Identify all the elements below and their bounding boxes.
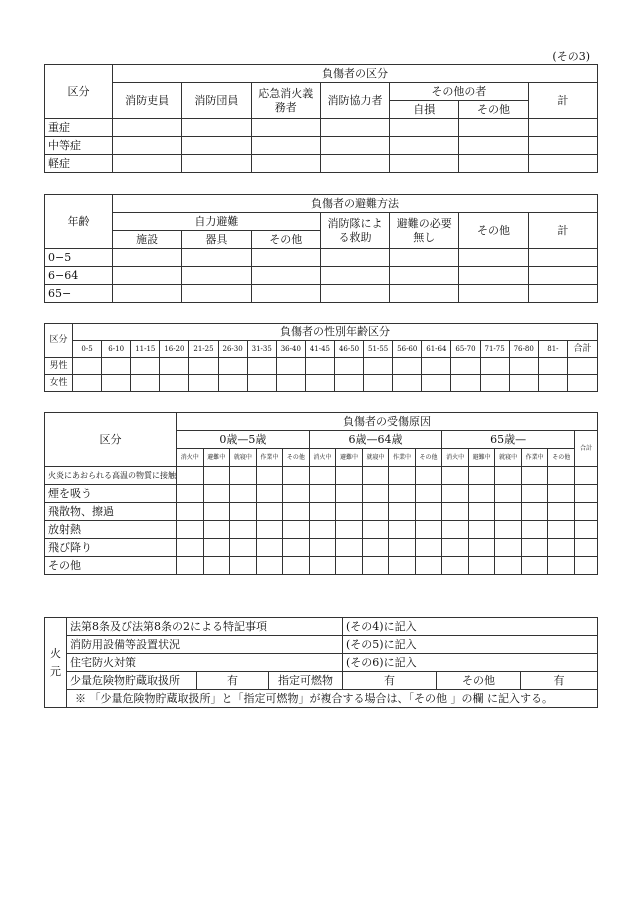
total-col: 合計 [568,341,598,358]
age-col: 41-45 [305,341,334,358]
age-col: 71-75 [480,341,509,358]
subcol: 消火中 [442,449,469,467]
row3-value: (その6)に記入 [343,654,598,672]
other-value: 有 [521,672,598,690]
age-group-6-64: 6歳—64歳 [309,431,442,449]
col-self: 自損 [390,101,459,119]
col-emergency: 応急消火義務者 [251,83,320,119]
col-rescue: 消防隊による救助 [320,213,389,249]
age-header-row [45,341,598,358]
table-row [45,503,598,521]
age-col: 46-50 [334,341,363,358]
corner-label: 区分 [45,324,73,358]
subcol: 避難中 [336,449,363,467]
table-row [45,119,598,137]
row-label: 煙を吸う [45,485,177,503]
evacuation-method-table [44,194,598,303]
row-label: 軽症 [45,155,113,173]
corner-label: 年齢 [45,195,113,249]
table-row [45,137,598,155]
subcol: 消火中 [177,449,204,467]
group-header: 負傷者の区分 [113,65,598,83]
age-group-65: 65歳— [442,431,575,449]
col-fire: 消防吏員 [113,83,182,119]
age-col: 11-15 [131,341,160,358]
subcol: 就寝中 [495,449,522,467]
row-label: 中等症 [45,137,113,155]
row-label: 放射熱 [45,521,177,539]
age-col: 21-25 [189,341,218,358]
table-row [45,521,598,539]
other-label: その他 [437,672,521,690]
col-no-need: 避難の必要無し [390,213,459,249]
age-col: 76-80 [509,341,538,358]
designated-label: 指定可燃物 [269,672,343,690]
row1-value: (その4)に記入 [343,618,598,636]
side-label: 火元 [45,618,67,708]
row1-label: 法第8条及び法第8条の2による特記事項 [67,618,343,636]
corner-label: 区分 [45,413,177,467]
row2-label: 消防用設備等設置状況 [67,636,343,654]
injury-cause-table [44,412,598,575]
col-corps: 消防団員 [182,83,251,119]
age-col: 56-60 [393,341,422,358]
subcol: 作業中 [389,449,416,467]
row-label: 火炎にあおられる高温の物質に接触 [45,467,177,485]
small-qty-value: 有 [197,672,269,690]
col-total: 計 [528,213,597,249]
col-other-group: その他の者 [390,83,529,101]
table-row [45,375,598,392]
table-row [45,267,598,285]
subcol: その他 [283,449,310,467]
age-col: 6-10 [102,341,131,358]
row-label: 6−64 [45,267,113,285]
row-label: 重症 [45,119,113,137]
sex-age-table [44,323,598,392]
row-label: 男性 [45,358,73,375]
row3-label: 住宅防火対策 [67,654,343,672]
page-label: (その3) [552,50,590,63]
injury-category-table [44,64,598,173]
group-header: 負傷者の性別年齢区分 [73,324,598,341]
col-equipment: 器具 [182,231,251,249]
small-qty-label: 少量危険物貯蔵取扱所 [67,672,197,690]
age-col: 31-35 [247,341,276,358]
col-other-self: その他 [251,231,320,249]
table-row [45,285,598,303]
age-group-0-5: 0歳—5歳 [177,431,310,449]
subcol: 作業中 [521,449,548,467]
age-col: 65-70 [451,341,480,358]
age-col: 61-64 [422,341,451,358]
group-header: 負傷者の受傷原因 [177,413,598,431]
self-evac-group: 自力避難 [113,213,321,231]
col-facility: 施設 [113,231,182,249]
table-row [45,557,598,575]
subcol: 作業中 [256,449,283,467]
age-col: 51-55 [364,341,393,358]
subcol: 就寝中 [362,449,389,467]
row-label: その他 [45,557,177,575]
table-row [45,539,598,557]
table-row [45,485,598,503]
age-col: 16-20 [160,341,189,358]
row-label: 飛び降り [45,539,177,557]
fire-origin-table [44,617,598,708]
subcol: 避難中 [468,449,495,467]
row2-value: (その5)に記入 [343,636,598,654]
subcol: その他 [548,449,575,467]
row-label: 0−5 [45,249,113,267]
table-row [45,249,598,267]
col-total: 計 [528,83,597,119]
col-helper: 消防協力者 [320,83,389,119]
note: ※ 「少量危険物貯蔵取扱所」と「指定可燃物」が複合する場合は、「その他 」の欄 に記入する。 [67,690,598,708]
table-row [45,155,598,173]
table-row [45,467,598,485]
subcol: その他 [415,449,442,467]
corner-label: 区分 [45,65,113,119]
table-row [45,358,598,375]
col-other: その他 [459,101,528,119]
row-label: 65− [45,285,113,303]
subcol: 就寝中 [230,449,257,467]
age-col: 36-40 [276,341,305,358]
age-col: 26-30 [218,341,247,358]
subcol: 避難中 [203,449,230,467]
age-col: 0-5 [73,341,102,358]
age-col: 81- [538,341,567,358]
row-label: 女性 [45,375,73,392]
total-col: 合計 [575,431,598,467]
subcol: 消火中 [309,449,336,467]
row-label: 飛散物、擦過 [45,503,177,521]
designated-value: 有 [343,672,437,690]
group-header: 負傷者の避難方法 [113,195,598,213]
col-other: その他 [459,213,528,249]
